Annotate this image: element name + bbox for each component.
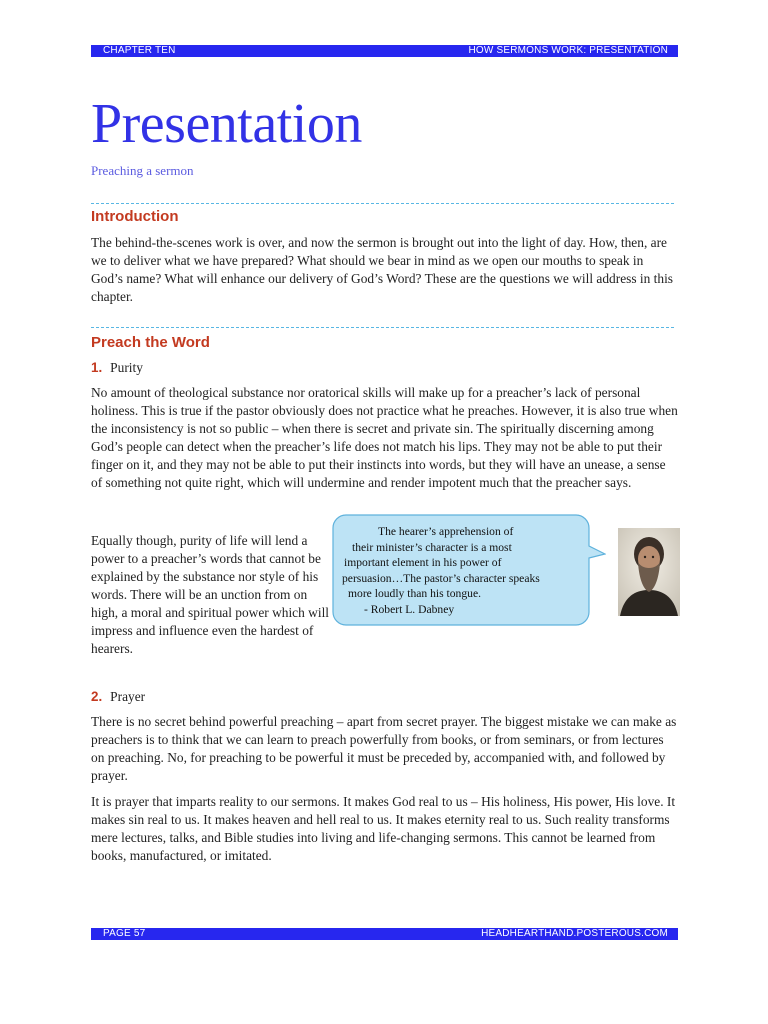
chapter-label: CHAPTER TEN	[103, 45, 176, 56]
prayer-paragraph-2: It is prayer that imparts reality to our sermons. It makes God real to us – His holiness, His power, His love. It makes sin real to us. It makes heaven and hell real to us. It makes eternity real to us. Such reality transforms mere lectures, talks, and Bible studies into living and life-changing sermons. This cannot be learned from books, manufactured, or imitated.	[91, 794, 676, 863]
quote-line: persuasion…The pastor’s character speaks	[342, 571, 540, 585]
purity-paragraph-2: Equally though, purity of life will lend a power to a preacher’s words that cannot be explained by the substance nor style of his words. There will be an unction from on high, a moral and spiritual power which will impress and influence even the hardest of hearers.	[91, 533, 330, 656]
page-subtitle: Preaching a sermon	[91, 163, 194, 178]
dabney-portrait	[618, 528, 680, 616]
running-header	[91, 45, 678, 57]
running-title: HOW SERMONS WORK: PRESENTATION	[468, 45, 668, 56]
point-purity-heading	[91, 359, 143, 377]
point-number: 2.	[91, 689, 103, 704]
quote-line: important element in his power of	[344, 556, 502, 569]
point-label: Purity	[110, 360, 143, 375]
quote-attribution: - Robert L. Dabney	[364, 602, 455, 616]
site-url[interactable]: HEADHEARTHAND.POSTEROUS.COM	[481, 928, 668, 939]
point-prayer-heading	[91, 688, 145, 706]
quote-text	[342, 524, 582, 617]
point-number: 1.	[91, 360, 103, 375]
point-label: Prayer	[110, 689, 146, 704]
page-number: PAGE 57	[103, 928, 146, 939]
quote-line: The hearer’s apprehension of	[378, 525, 514, 538]
section-divider	[91, 203, 674, 204]
introduction-paragraph: The behind-the-scenes work is over, and now the sermon is brought out into the light of day. How, then, are we to deliver what we have prepared? What should we bear in mind as we open our mouths to speak in God’s name? What will enhance our delivery of God’s Word? These are the questions we will address in this chapter.	[91, 235, 674, 304]
prayer-paragraph-1: There is no secret behind powerful preaching – apart from secret prayer. The biggest mistake we can make as preachers is to think that we can learn to preach powerfully from books, or from seminars, or from lectures on preaching. No, for preaching to be powerful it must be preceded by, accompanied with, and followed by prayer.	[91, 714, 677, 783]
preach-the-word-heading: Preach the Word	[91, 334, 210, 351]
page-title: Presentation	[91, 93, 362, 155]
quote-bubble	[332, 514, 606, 626]
quote-line: their minister’s character is a most	[352, 540, 512, 554]
section-divider	[91, 327, 674, 328]
purity-paragraph-1: No amount of theological substance nor oratorical skills will make up for a preacher’s lack of personal holiness. This is true if the pastor obviously does not practice what he preaches. However, it is also true when the inconsistency is not so public – when there is secret and private sin. The spiritually discerning among God’s people can detect when the preacher’s life does not match his lips. They may not be able to put their finger on it, and they may not be able to put their instincts into words, but they will have an unease, a sense of something not quite right, which will undermine and render impotent much that the preacher says.	[91, 385, 678, 490]
introduction-heading: Introduction	[91, 208, 179, 225]
page-footer	[91, 928, 678, 940]
quote-line: more loudly than his tongue.	[348, 587, 481, 600]
